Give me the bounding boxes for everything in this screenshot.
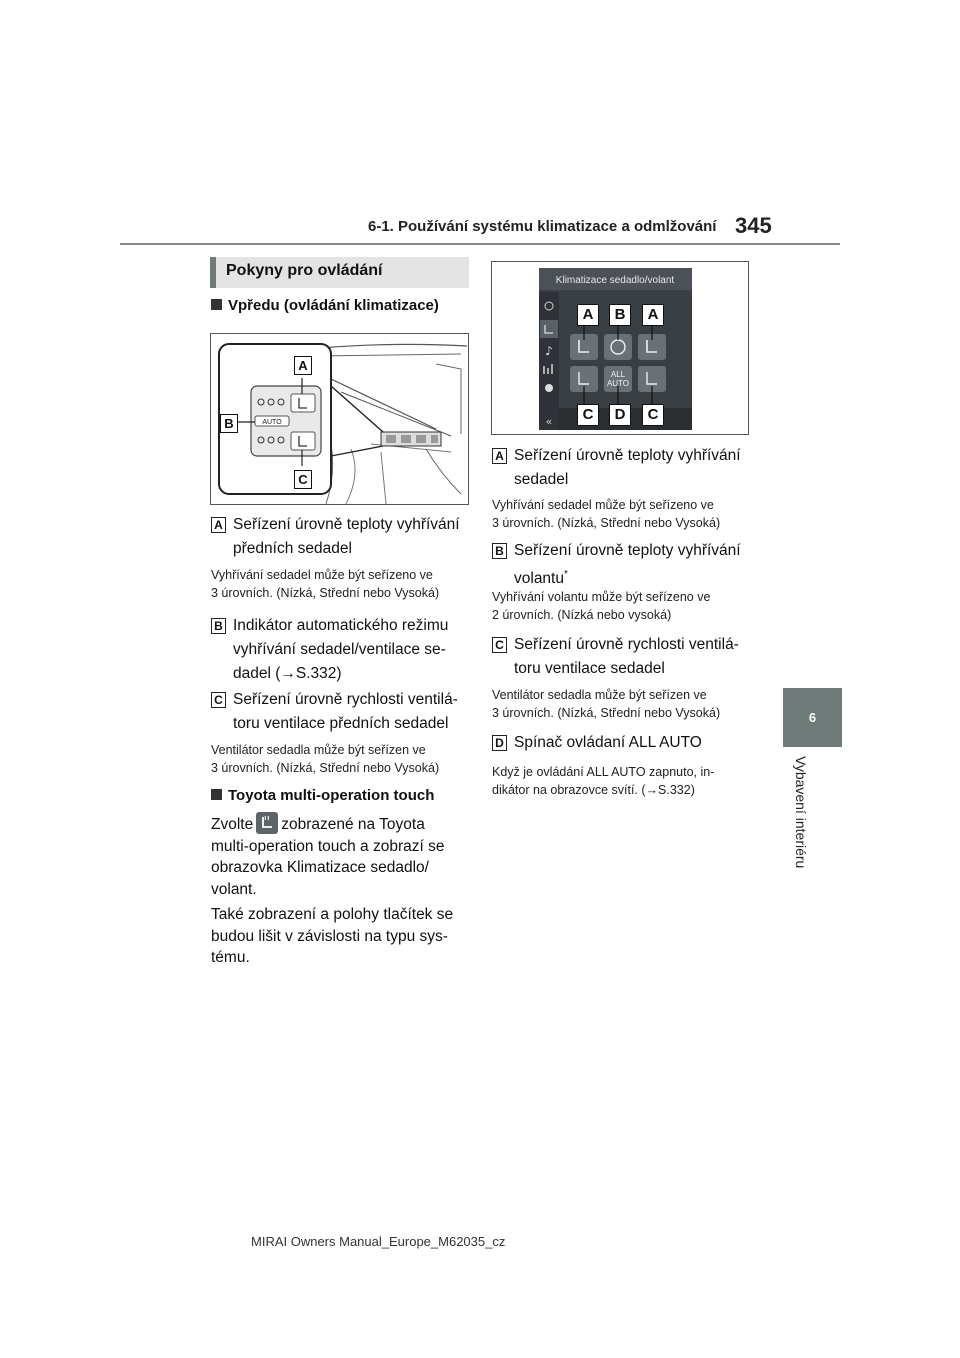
seat-climate-icon [256,812,278,834]
page-number: 345 [735,213,772,238]
right-item-label-b: B [492,543,507,559]
callout-c: C [294,470,312,489]
item-label-b: B [211,618,226,634]
screen-callout-c-left: C [577,404,599,426]
header-title: 6-1. Používání systému klimatizace a odmlžování [368,218,717,235]
subheading-multi-touch: Toyota multi-operation touch [211,787,434,804]
front-panel-illustration [211,334,469,505]
right-item-c-description: Ventilátor sedadla může být seřízen ve 3 úrovních. (Nízká, Střední nebo Vysoká) [492,688,721,720]
chapter-tab: 6 [783,688,842,747]
chapter-name: Vybavení interiéru [793,756,809,869]
screen-title: Klimatizace sedadlo/volant [555,275,675,286]
right-item-label-c: C [492,637,507,653]
item-c-description: Ventilátor sedadla může být seřízen ve 3 úrovních. (Nízká, Střední nebo Vysoká) [211,743,440,775]
item-c-title: Seřízení úrovně rychlosti ventilá- toru ventilace předních sedadel [233,691,458,732]
right-item-label-d: D [492,735,507,751]
header-divider [120,243,840,245]
svg-text:«: « [545,415,553,428]
item-a-title: Seřízení úrovně teploty vyhřívání předních sedadel [233,516,460,557]
item-b-title: Indikátor automatického režimu vyhřívání sedadel/ventilace se- dadel (→S.332) [233,617,449,682]
footer-text: MIRAI Owners Manual_Europe_M62035_cz [251,1234,506,1249]
callout-b: B [220,414,238,433]
square-bullet-icon [211,789,222,800]
right-item-d-description: Když je ovládání ALL AUTO zapnuto, in- dikátor na obrazovce svítí. (→S.332) [492,765,715,797]
all-auto-line2: AUTO [606,379,630,388]
multi-touch-figure [491,261,749,435]
right-item-a-title: Seřízení úrovně teploty vyhřívání sedadel [514,447,741,488]
item-label-a: A [211,517,226,533]
item-label-c: C [211,692,226,708]
right-item-a-description: Vyhřívání sedadel může být seřízeno ve 3 úrovních. (Nízká, Střední nebo Vysoká) [492,498,721,530]
variation-note-paragraph: Také zobrazení a polohy tlačítek se budou lišit v závislosti na typu sys- tému. [211,906,454,966]
right-item-b-description: Vyhřívání volantu může být seřízeno ve 2 úrovních. (Nízká nebo vysoká) [492,590,711,622]
right-item-d-title: Spínač ovládaní ALL AUTO [514,734,702,751]
right-item-b-title: Seřízení úrovně teploty vyhřívání volantu* [514,542,741,588]
all-auto-line1: ALL [610,370,626,379]
square-bullet-icon [211,299,222,310]
auto-button-text: AUTO [262,419,282,426]
item-a-description: Vyhřívání sedadel může být seřízeno ve 3 úrovních. (Nízká, Střední nebo Vysoká) [211,568,440,600]
right-item-c-title: Seřízení úrovně rychlosti ventilá- toru ventilace sedadel [514,636,739,677]
multi-touch-paragraph: Zvolte zobrazené na Toyota multi-operation touch a zobrazí se obrazovka Klimatizace sedadlo/ volant. [211,812,444,900]
svg-text:♪: ♪ [545,344,553,358]
subheading-front: Vpředu (ovládání klimatizace) [211,297,439,314]
screen-callout-a-left: A [577,304,599,326]
screen-callout-d: D [609,404,631,426]
screen-callout-b: B [609,304,631,326]
front-panel-figure [210,333,469,505]
section-heading [210,257,469,288]
screen-callout-c-right: C [642,404,664,426]
screen-callout-a-right: A [642,304,664,326]
right-item-label-a: A [492,448,507,464]
section-heading-text: Pokyny pro ovládání [226,262,383,279]
callout-a: A [294,356,312,375]
